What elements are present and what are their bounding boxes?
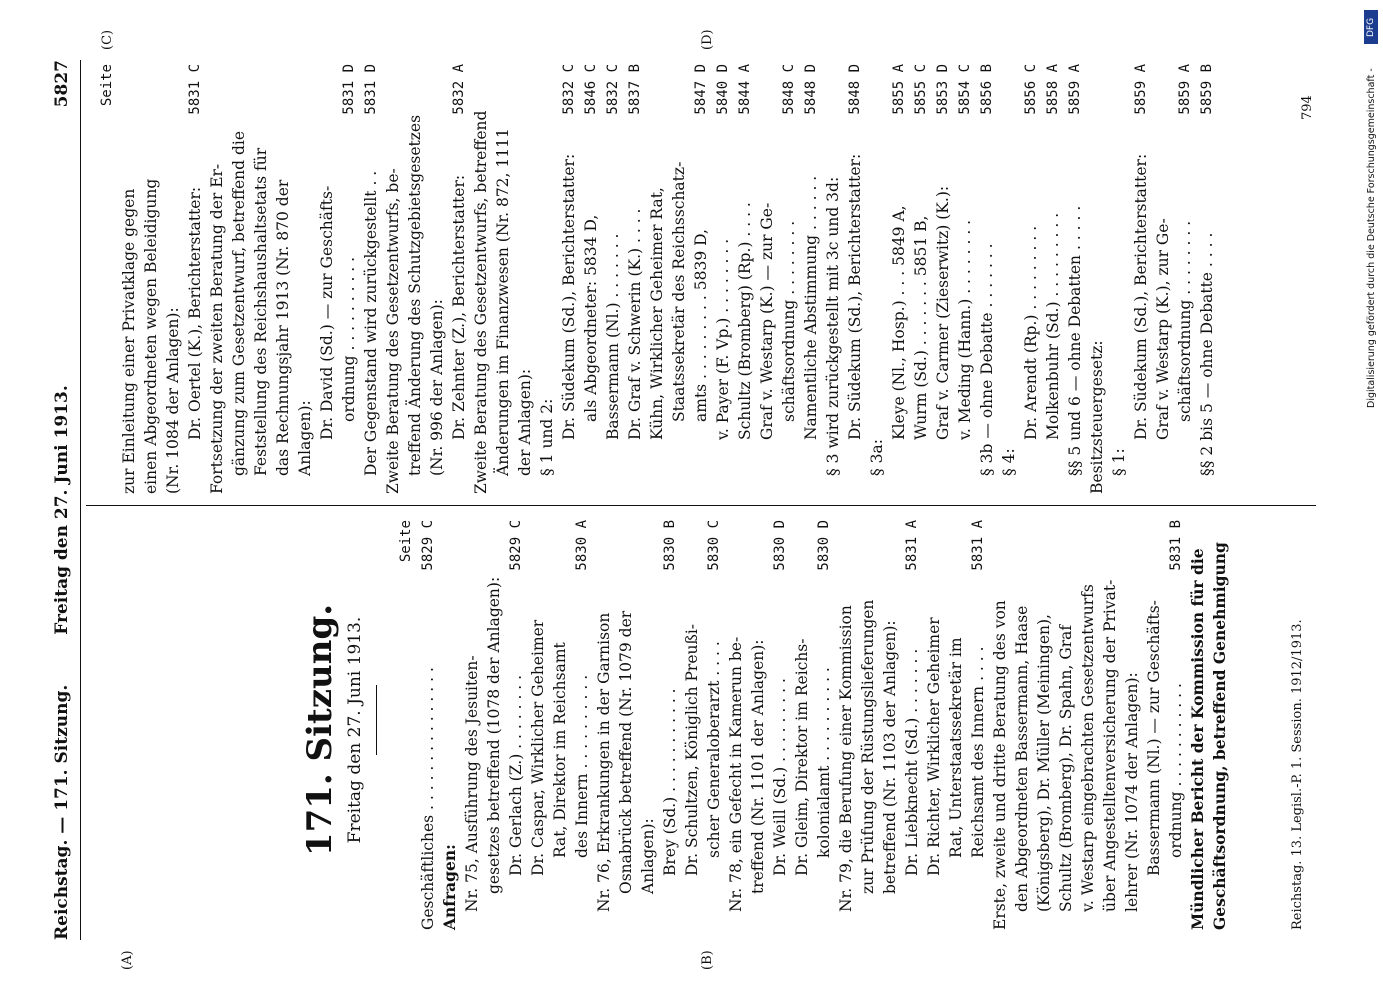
toc-line (866, 64, 888, 494)
toc-line (593, 520, 615, 930)
toc-entry-text: Dr. Oertel (K.), Berichterstatter: (186, 186, 204, 440)
toc-entry-text: gesetzes betreffend (1078 der Anlagen): (485, 576, 503, 894)
right-column (96, 64, 1218, 494)
toc-line (967, 520, 989, 930)
left-column (395, 520, 1231, 930)
header-rule (80, 60, 81, 940)
toc-line (756, 64, 778, 494)
margin-marker-c: (C) (100, 29, 115, 50)
toc-entry-text: Dr. David (Sd.) — zur Geschäfts- (318, 185, 336, 440)
toc-entry-text: den Abgeordneten Bassermann, Haase (1013, 605, 1031, 912)
toc-page-ref: 5831 D (341, 64, 357, 115)
toc-line (294, 64, 316, 494)
session-date: Freitag den 27. Juni 1913. (345, 616, 365, 844)
toc-line (228, 64, 250, 494)
toc-line (580, 64, 602, 494)
toc-line (1108, 64, 1130, 494)
toc-line (1055, 520, 1077, 930)
toc-page-ref: 5831 B (1168, 520, 1184, 571)
toc-line (1121, 520, 1143, 930)
toc-line (1064, 64, 1086, 494)
toc-page-ref: 5829 C (508, 520, 524, 571)
toc-entry-text: gänzung zum Gesetzentwurf, betreffend die (230, 130, 248, 476)
toc-entry-text: Anlagen): (296, 400, 314, 476)
header-left: Reichstag. — 171. Sitzung. (52, 684, 72, 940)
toc-entry-text: § 3b — ohne Debatte . . . . . . . (978, 243, 996, 476)
toc-line (571, 520, 593, 930)
toc-entry-text: Rat, Unterstaatssekretär im (947, 637, 965, 858)
toc-line (747, 520, 769, 930)
toc-entry-text: § 3a: (868, 438, 886, 476)
toc-line (514, 64, 536, 494)
seite-label-right: Seite (99, 64, 115, 107)
toc-page-ref: 5847 D (693, 64, 709, 115)
toc-entry-text: Dr. Südekum (Sd.), Berichterstatter: (560, 153, 578, 440)
toc-page-ref: 5840 D (715, 64, 731, 115)
toc-entry-text: § 4: (1000, 448, 1018, 476)
toc-page-ref: 5848 D (803, 64, 819, 115)
toc-page-ref: 5853 D (935, 64, 951, 115)
toc-line (1086, 64, 1108, 494)
toc-line (1011, 520, 1033, 930)
toc-entry-text: Dr. Richter, Wirklicher Geheimer (925, 617, 943, 876)
bogen-number: 794 (1300, 95, 1315, 120)
toc-entry-text: Geschäftsordnung, betreffend Genehmigung (1210, 542, 1229, 930)
toc-entry-text: Dr. Graf v. Schwerin (K.) . . . . (626, 208, 644, 440)
toc-entry-text: Der Gegenstand wird zurückgestellt . . (362, 170, 380, 476)
toc-line (624, 64, 646, 494)
toc-line (1152, 64, 1174, 494)
toc-entry-text: das Rechnungsjahr 1913 (Nr. 870 der (274, 179, 292, 476)
toc-page-ref: 5829 C (420, 520, 436, 571)
toc-line (483, 520, 505, 930)
toc-entry-text: Zweite Beratung des Gesetzentwurfs, betreffend (472, 110, 490, 494)
toc-line (646, 64, 668, 494)
toc-line (558, 64, 580, 494)
toc-page-ref: 5830 D (816, 520, 832, 571)
toc-entry-text: Bassermann (Nl.) . . . . . . . (604, 233, 622, 440)
toc-page-ref: 5832 C (605, 64, 621, 115)
toc-entry-text: Dr. Südekum (Sd.), Berichterstatter: (1132, 153, 1150, 440)
toc-line (492, 64, 514, 494)
toc-line (1174, 64, 1196, 494)
toc-entry-text: v. Westarp eingebrachten Gesetzentwurfs (1079, 584, 1097, 912)
toc-entry-text: § 3 wird zurückgestellt mit 3c und 3d: (824, 176, 842, 476)
toc-entry-text: Graf v. Carmer (Zieserwitz) (K.): (934, 185, 952, 440)
toc-entry-text: § 1 und 2: (538, 398, 556, 476)
toc-entry-text: Namentliche Abstimmung . . . . . . (802, 175, 820, 440)
toc-page-ref: 5830 D (772, 520, 788, 571)
toc-entry-text: Graf v. Westarp (K.) — zur Ge- (758, 202, 776, 440)
header-center: Freitag den 27. Juni 1913. (52, 385, 72, 635)
toc-entry-text: treffend (Nr. 1101 der Anlagen): (749, 639, 767, 894)
toc-entry-text: betreffend (Nr. 1103 der Anlagen): (881, 620, 899, 894)
toc-page-ref: 5844 A (737, 64, 753, 115)
toc-line (1033, 520, 1055, 930)
toc-entry-text: Zweite Beratung des Gesetzentwurfs, be- (384, 168, 402, 494)
toc-line (989, 520, 1011, 930)
toc-line (681, 520, 703, 930)
toc-entry-text: der Anlagen): (516, 368, 534, 476)
digitization-note: Digitalisierung gefördert durch die Deutsche Forschungsgemeinschaft - (1366, 68, 1377, 408)
toc-entry-text: kolonialamt . . . . . . . . . . (815, 667, 833, 858)
toc-entry-text: lehrer (Nr. 1074 der Anlagen): (1123, 672, 1141, 912)
toc-page-ref: 5855 C (913, 64, 929, 115)
toc-line (923, 520, 945, 930)
toc-page-ref: 5830 C (706, 520, 722, 571)
toc-line (206, 64, 228, 494)
toc-entry-text: Dr. Südekum (Sd.), Berichterstatter: (846, 153, 864, 440)
toc-page-ref: 5848 D (847, 64, 863, 115)
margin-marker-a: (A) (120, 950, 135, 970)
seite-label-left: Seite (398, 520, 414, 563)
toc-entry-text: § 1: (1110, 448, 1128, 476)
toc-line (888, 64, 910, 494)
toc-line (712, 64, 734, 494)
toc-line (615, 520, 637, 930)
toc-page-ref: 5846 C (583, 64, 599, 115)
margin-marker-d: (D) (700, 29, 715, 50)
toc-page-ref: 5832 A (451, 64, 467, 115)
toc-line (835, 520, 857, 930)
toc-entry-text: §§ 2 bis 5 — ohne Debatte . . . . (1198, 232, 1216, 476)
toc-page-ref: 5830 A (574, 520, 590, 571)
toc-line (536, 64, 558, 494)
toc-line (725, 520, 747, 930)
toc-line (1130, 64, 1152, 494)
toc-entry-text: Erste, zweite und dritte Beratung des von (991, 600, 1009, 930)
toc-line (1187, 520, 1209, 930)
toc-line (857, 520, 879, 930)
toc-entry-text: Bassermann (Nl.) — zur Geschäfts- (1145, 600, 1163, 876)
toc-page-ref: 5859 A (1133, 64, 1149, 115)
toc-entry-text: Graf v. Westarp (K.), zur Ge- (1154, 218, 1172, 440)
toc-entry-text: über Angestelltenversicherung der Privat- (1101, 579, 1119, 912)
toc-line (602, 64, 624, 494)
toc-line (448, 64, 470, 494)
toc-entry-text: §§ 5 und 6 — ohne Debatten . . . . . (1066, 205, 1084, 476)
signature-line: Reichstag. 13. Legisl.-P. 1. Session. 1912/1913. (1290, 619, 1305, 930)
toc-entry-text: Schultz (Bromberg), Dr. Spahn, Graf (1057, 624, 1075, 912)
toc-entry-text: Kühn, Wirklicher Geheimer Rat, (648, 187, 666, 440)
toc-line (118, 64, 140, 494)
toc-line (1020, 64, 1042, 494)
toc-entry-text: Nr. 78, ein Gefecht in Kamerun be- (727, 636, 745, 912)
toc-entry-text: Molkenbuhr (Sd.) . . . . . . . . . (1044, 212, 1062, 440)
toc-line (162, 64, 184, 494)
toc-page-ref: 5831 D (363, 64, 379, 115)
toc-entry-text: zur Prüfung der Rüstungslieferungen (859, 599, 877, 894)
toc-entry-text: (Königsberg), Dr. Müller (Meiningen), (1035, 614, 1053, 912)
toc-entry-text: (Nr. 996 der Anlagen): (428, 299, 446, 476)
toc-entry-text: (Nr. 1084 der Anlagen): (164, 307, 182, 494)
toc-entry-text: scher Generaloberarzt . . . . (705, 641, 723, 858)
toc-line (910, 64, 932, 494)
toc-entry-text: Rat, Direktor im Reichsamt (551, 642, 569, 858)
toc-entry-text: ordnung . . . . . . . . . . . (1167, 683, 1185, 858)
toc-entry-text: Wurm (Sd.) . . . . . . . 5851 B, (912, 215, 930, 440)
toc-page-ref: 5859 A (1067, 64, 1083, 115)
toc-line (901, 520, 923, 930)
toc-line (734, 64, 756, 494)
toc-page-ref: 5856 B (979, 64, 995, 115)
toc-line (800, 64, 822, 494)
toc-line (461, 520, 483, 930)
toc-line (932, 64, 954, 494)
toc-line (316, 64, 338, 494)
toc-line (778, 64, 800, 494)
toc-entry-text: ordnung . . . . . . . . . . (340, 256, 358, 422)
toc-entry-text: Reichsamt des Innern . . . . (969, 646, 987, 858)
toc-line (1209, 520, 1231, 930)
toc-line (527, 520, 549, 930)
toc-entry-text: Dr. Weill (Sd.) . . . . . . . . . (771, 678, 789, 876)
toc-entry-text: Dr. Caspar, Wirklicher Geheimer (529, 619, 547, 876)
toc-line (250, 64, 272, 494)
toc-line (637, 520, 659, 930)
toc-line (184, 64, 206, 494)
toc-line (272, 64, 294, 494)
column-divider (86, 505, 1316, 506)
toc-line (703, 520, 725, 930)
toc-entry-text: Anlagen): (639, 818, 657, 894)
toc-page-ref: 5837 B (627, 64, 643, 115)
toc-page-ref: 5831 A (904, 520, 920, 571)
toc-entry-text: schäftsordnung . . . . . . . . (780, 220, 798, 422)
toc-entry-text: einen Abgeordneten wegen Beleidigung (142, 178, 160, 494)
toc-line (417, 520, 439, 930)
toc-page-ref: 5859 A (1177, 64, 1193, 115)
toc-line (690, 64, 712, 494)
toc-entry-text: v. Meding (Hann.) . . . . . . . . (956, 219, 974, 440)
toc-line (549, 520, 571, 930)
toc-entry-text: Kleye (Nl., Hosp.) . . . 5849 A, (890, 205, 908, 440)
toc-entry-text: Dr. Gerlach (Z.) . . . . . . . . (507, 674, 525, 876)
toc-line (976, 64, 998, 494)
toc-entry-text: Nr. 76, Erkrankungen in der Garnison (595, 612, 613, 912)
dfg-logo: DFG (1364, 10, 1378, 44)
running-header (52, 60, 76, 940)
toc-page-ref: 5856 C (1023, 64, 1039, 115)
toc-entry-text: schäftsordnung . . . . . . . . (1176, 220, 1194, 422)
toc-line (470, 64, 492, 494)
toc-entry-text: Dr. Arendt (Rp.) . . . . . . . . . (1022, 225, 1040, 440)
toc-line (1099, 520, 1121, 930)
toc-line (1077, 520, 1099, 930)
toc-entry-text: Fortsetzung der zweiten Beratung der Er- (208, 163, 226, 494)
toc-entry-text: Schultz (Bromberg) (Rp.) . . . . (736, 202, 754, 440)
margin-marker-b: (B) (700, 950, 715, 970)
toc-line (505, 520, 527, 930)
toc-line (1196, 64, 1218, 494)
toc-line (813, 520, 835, 930)
toc-line (1042, 64, 1064, 494)
toc-page-ref: 5859 B (1199, 64, 1215, 115)
toc-line (382, 64, 404, 494)
toc-page-ref: 5832 C (561, 64, 577, 115)
toc-line (439, 520, 461, 930)
toc-entry-text: Mündlicher Bericht der Kommission für die (1188, 548, 1207, 930)
toc-line (879, 520, 901, 930)
toc-entry-text: Nr. 75, Ausführung des Jesuiten- (463, 655, 481, 912)
toc-line (1165, 520, 1187, 930)
toc-line (791, 520, 813, 930)
toc-entry-text: Feststellung des Reichshaushaltsetats für (252, 147, 270, 476)
toc-entry-text: v. Payer (F. Vp.) . . . . . . . . (714, 238, 732, 440)
toc-line (822, 64, 844, 494)
toc-line (844, 64, 866, 494)
toc-line (140, 64, 162, 494)
toc-entry-text: Dr. Schultzen, Königlich Preußi- (683, 623, 701, 876)
toc-entry-text: treffend Änderung des Schutzgebietsgesetzes (406, 114, 424, 476)
toc-page-ref: 5830 B (662, 520, 678, 571)
toc-line (954, 64, 976, 494)
toc-entry-text: als Abgeordneter: 5834 D, (582, 214, 600, 422)
toc-page-ref: 5848 C (781, 64, 797, 115)
toc-page-ref: 5854 C (957, 64, 973, 115)
toc-page-ref: 5831 A (970, 520, 986, 571)
toc-entry-text: Änderungen im Finanzwesen (Nr. 872, 1111 (494, 128, 512, 476)
toc-line (1143, 520, 1165, 930)
toc-entry-text: amts . . . . . . . . . 5839 D, (692, 229, 710, 422)
session-title: 171. Sitzung. (300, 603, 340, 857)
toc-page-ref: 5831 C (187, 64, 203, 115)
toc-line (945, 520, 967, 930)
toc-entry-text: Anfragen: (440, 844, 459, 930)
toc-entry-text: Brey (Sd.) . . . . . . . . . . . (661, 688, 679, 876)
toc-entry-text: Besitzsteuergesetz: (1088, 340, 1106, 494)
toc-entry-text: zur Einleitung einer Privatklage gegen (120, 188, 138, 494)
toc-line (769, 520, 791, 930)
toc-entry-text: Dr. Liebknecht (Sd.) . . . . . . . (903, 648, 921, 876)
toc-line (659, 520, 681, 930)
title-rule (376, 685, 377, 755)
toc-entry-text: Nr. 79, die Berufung einer Kommission (837, 605, 855, 912)
toc-line (668, 64, 690, 494)
toc-line (998, 64, 1020, 494)
toc-entry-text: Dr. Zehnter (Z.), Berichterstatter: (450, 174, 468, 440)
toc-page-ref: 5858 A (1045, 64, 1061, 115)
toc-entry-text: des Innern . . . . . . . . . . (573, 674, 591, 858)
toc-entry-text: Osnabrück betreffend (Nr. 1079 der (617, 610, 635, 894)
toc-entry-text: Staatssekretär des Reichsschatz- (670, 161, 688, 422)
toc-page-ref: 5855 A (891, 64, 907, 115)
toc-line (404, 64, 426, 494)
page-number: 5827 (52, 60, 72, 108)
toc-line (426, 64, 448, 494)
toc-entry-text: Dr. Gleim, Direktor im Reichs- (793, 638, 811, 876)
toc-line (360, 64, 382, 494)
toc-line (338, 64, 360, 494)
toc-entry-text: Geschäftliches . . . . . . . . . . . . . . . (419, 667, 437, 930)
